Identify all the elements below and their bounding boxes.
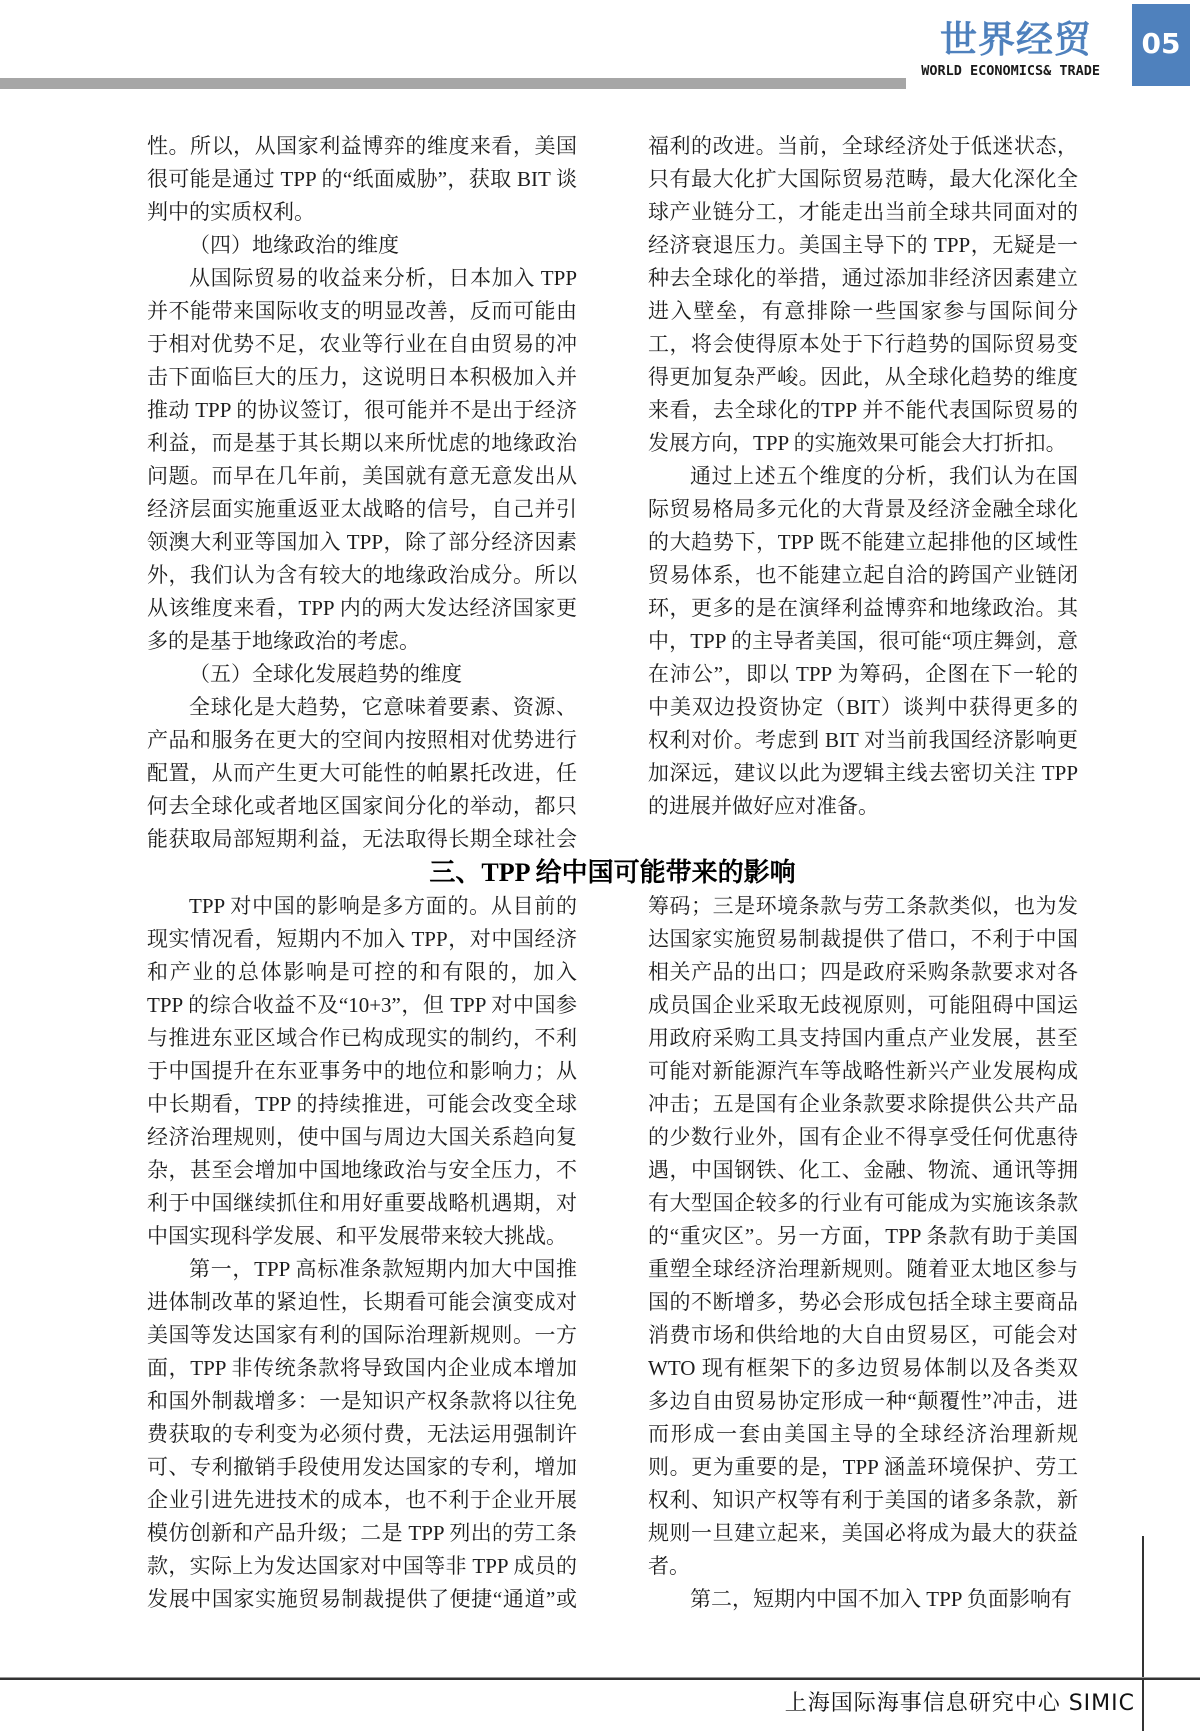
magazine-subtitle: WORLD ECONOMICS& TRADE — [921, 63, 1100, 79]
paragraph: 第二，短期内中国不加入 TPP 负面影响有 — [690, 1587, 1072, 1611]
paragraph: TPP 对中国的影响是多方面的。从目前的现实情况看，短期内不加入 TPP，对中国经济和产业的总体影响是可控的和有限的，加入 TPP 的综合收益不及“10+3”，但 TPP 对中国参与推进东亚区域合作已构成现实的制约，不利于中国提升在东亚事务中的地位和影响力；从中长期看，TPP 的持续推进，可能会改变全球经济治理规则，使中国与周边大国关系趋向复杂，甚至会增加中国地缘政治与安全压力，不利于中国继续抓住和用好重要战略机遇期，对中国实现科学发展、和平发展带来较大挑战。 — [147, 894, 577, 1248]
paragraph: 性。所以，从国家利益博弈的维度来看，美国很可能是通过 TPP 的“纸面威胁”，获取 BIT 谈判中的实质权利。 — [147, 134, 577, 224]
article-section-2 — [147, 890, 1078, 1617]
paragraph: （五）全球化发展趋势的维度 — [189, 662, 462, 686]
footer-rule — [0, 1677, 1200, 1680]
section-heading: 三、TPP 给中国可能带来的影响 — [429, 858, 796, 887]
paragraph: 第一，TPP 高标准条款短期内加大中国推进体制改革的紧迫性，长期看可能会演变成对美国等发达国家有利的国际治理新规则。一方面，TPP 非传统条款将导致国内企业成本增加和国外制裁增多：一是知识产权条款将以往免费获取的专利变为必须付费，无法运用强制许可、专利撤销手段使用发达国家的专利，增加企业引进先进技术的成本，也不利于企业开展模仿创新和产品升级；二是 TPP 列出的劳工条款，实际上为发达国家对中国等非 TPP 成员的发展中国家实施贸易制裁提供了便捷“通道”或筹码；三是环境条款与劳工条款类似，也为发达国家实施贸易制裁提供了借口，不利于中国相关产品的出口；四是政府采购条款要求对各成员国企业采取无歧视原则，可能阻碍中国运用政府采购工具支持国内重点产业发展，甚至可能对新能源汽车等战略性新兴产业发展构成冲击；五是国有企业条款要求除提供公共产品的少数行业外，国有企业不得享受任何优惠待遇，中国钢铁、化工、金融、物流、通讯等拥有大型国企较多的行业有可能成为实施该条款的“重灾区”。另一方面，TPP 条款有助于美国重塑全球经济治理新规则。随着亚太地区参与国的不断增多，势必会形成包括全球主要商品消费市场和供给地的大自由贸易区，可能会对 WTO 现有框架下的多边贸易体制以及各类双多边自由贸易协定形成一种“颠覆性”冲击，进而形成一套由美国主导的全球经济治理新规则。更为重要的是，TPP 涵盖环境保护、劳工权利、知识产权等有利于美国的诸多条款，新规则一旦建立起来，美国必将成为最大的获益者。 — [147, 894, 1078, 1611]
paragraph: （四）地缘政治的维度 — [189, 233, 399, 257]
page-number-badge — [1132, 4, 1190, 86]
paragraph: 全球化是大趋势，它意味着要素、资源、产品和服务在更大的空间内按照相对优势进行配置，从而产生更大可能性的帕累托改进，任何去全球化或者地区国家间分化的举动，都只能获取局部短期利益，无法取得长期全球社会福利的改进。当前，全球经济处于低迷状态，只有最大化扩大国际贸易范畴，最大化深化全球产业链分工，才能走出当前全球共同面对的经济衰退压力。美国主导下的 TPP，无疑是一种去全球化的举措，通过添加非经济因素建立进入壁垒，有意排除一些国家参与国际间分工，将会使得原本处于下行趋势的国际贸易变得更加复杂严峻。因此，从全球化趋势的维度来看，去全球化的TPP 并不能代表国际贸易的发展方向，TPP 的实施效果可能会大打折扣。 — [147, 134, 1078, 851]
magazine-title: 世界经贸 — [940, 18, 1092, 61]
publisher-text: 上海国际海事信息研究中心 SIMIC — [784, 1691, 1135, 1716]
page-number: 05 — [1141, 26, 1181, 60]
footer-vertical-rule — [1142, 1536, 1144, 1731]
paragraph: 从国际贸易的收益来分析，日本加入 TPP 并不能带来国际收支的明显改善，反而可能由于相对优势不足，农业等行业在自由贸易的冲击下面临巨大的压力，这说明日本积极加入并推动 TPP 的协议签订，很可能并不是出于经济利益，而是基于其长期以来所忧虑的地缘政治问题。而早在几年前，美国就有意无意发出从经济层面实施重返亚太战略的信号，自己并引领澳大利亚等国加入 TPP，除了部分经济因素外，我们认为含有较大的地缘政治成分。所以从该维度来看，TPP 内的两大发达经济国家更多的是基于地缘政治的考虑。 — [147, 266, 577, 653]
paragraph: 通过上述五个维度的分析，我们认为在国际贸易格局多元化的大背景及经济金融全球化的大趋势下，TPP 既不能建立起排他的区域性贸易体系，也不能建立起自洽的跨国产业链闭环，更多的是在演绎利益博弈和地缘政治。其中，TPP 的主导者美国，很可能“项庄舞剑，意在沛公”，即以 TPP 为筹码，企图在下一轮的中美双边投资协定（BIT）谈判中获得更多的权利对价。考虑到 BIT 对当前我国经济影响更加深远，建议以此为逻辑主线去密切关注 TPP 的进展并做好应对准备。 — [648, 464, 1078, 818]
article-section-1 — [147, 130, 1078, 857]
header-divider-bar — [0, 78, 906, 89]
